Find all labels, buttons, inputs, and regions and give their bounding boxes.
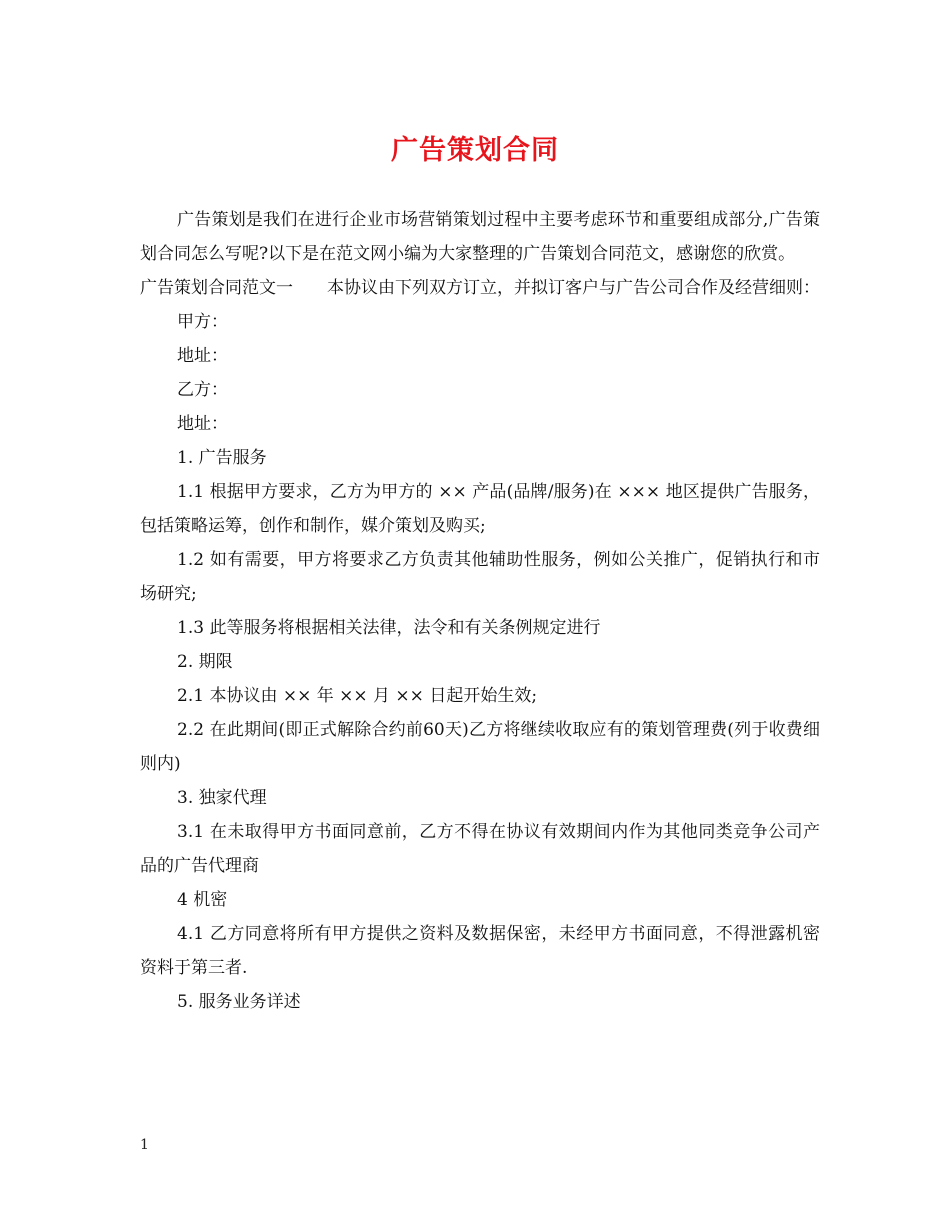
section-heading-3: 3. 独家代理 [177, 788, 267, 808]
party-b-address-label: 地址： [177, 414, 228, 434]
clause-3-1: 3.1 在未取得甲方书面同意前，乙方不得在协议有效期间内作为其他同类竞争公司产品的广告代理商 [140, 822, 820, 876]
document-body [140, 203, 820, 1019]
party-a-label: 甲方： [177, 312, 228, 332]
clause-1-1: 1.1 根据甲方要求，乙方为甲方的 ×× 产品(品牌/服务)在 ××× 地区提供广告服务，包括策略运筹，创作和制作，媒介策划及购买; [140, 482, 820, 536]
page-number: 1 [140, 1137, 149, 1153]
intro-paragraph: 广告策划是我们在进行企业市场营销策划过程中主要考虑环节和重要组成部分,广告策划合同怎么写呢?以下是在范文网小编为大家整理的广告策划合同范文，感谢您的欣赏。 [140, 210, 820, 264]
section-heading-1: 1. 广告服务 [177, 448, 267, 468]
section-heading-2: 2. 期限 [177, 652, 233, 672]
party-b-label: 乙方： [177, 380, 228, 400]
sample-heading-paragraph: 广告策划合同范文一 本协议由下列双方订立，并拟订客户与广告公司合作及经营细则： [140, 278, 820, 298]
section-heading-5: 5. 服务业务详述 [177, 992, 301, 1012]
clause-2-1: 2.1 本协议由 ×× 年 ×× 月 ×× 日起开始生效; [177, 686, 538, 706]
page-title: 广告策划合同 [391, 135, 559, 166]
section-heading-4: 4 机密 [177, 890, 228, 910]
clause-1-2: 1.2 如有需要，甲方将要求乙方负责其他辅助性服务，例如公关推广，促销执行和市场研究; [140, 550, 820, 604]
party-a-address-label: 地址： [177, 346, 228, 366]
clause-4-1: 4.1 乙方同意将所有甲方提供之资料及数据保密，未经甲方书面同意，不得泄露机密资料于第三者. [140, 924, 820, 978]
clause-1-3: 1.3 此等服务将根据相关法律，法令和有关条例规定进行 [177, 618, 601, 638]
clause-2-2: 2.2 在此期间(即正式解除合约前60天)乙方将继续收取应有的策划管理费(列于收费细则内) [140, 720, 820, 774]
